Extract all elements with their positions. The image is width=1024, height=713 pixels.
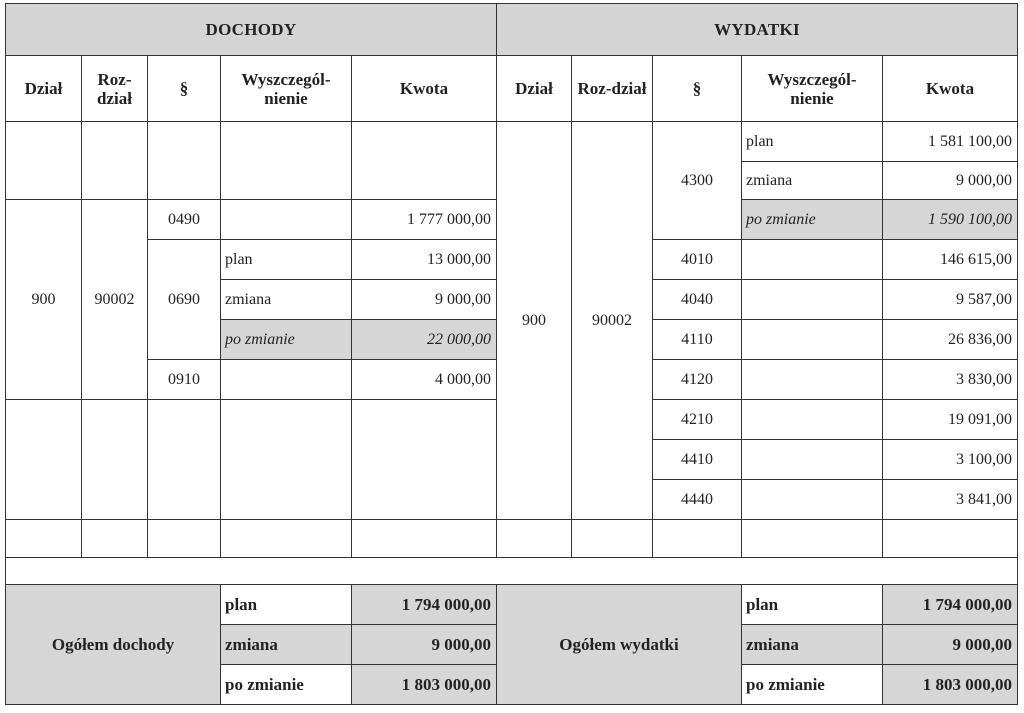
empty-cell (572, 520, 653, 558)
income-empty-cell (82, 400, 148, 520)
income-amount-po-zmianie: 22 000,00 (352, 320, 497, 360)
income-paragraph-0690: 0690 (148, 240, 221, 360)
expenses-total-plan-label: plan (742, 585, 883, 625)
expenses-details-empty (742, 480, 883, 520)
income-empty-cell (221, 122, 352, 200)
expenses-amount-po-zmianie: 1 590 100,00 (883, 200, 1018, 240)
income-total-plan-amount: 1 794 000,00 (352, 585, 497, 625)
income-empty-cell (352, 400, 497, 520)
income-rozdzial: 90002 (82, 200, 148, 400)
expenses-details-empty (742, 400, 883, 440)
income-dzial: 900 (6, 200, 82, 400)
expenses-total-zmiana-amount: 9 000,00 (883, 625, 1018, 665)
spacer-row (6, 558, 1018, 585)
income-empty-cell (148, 400, 221, 520)
empty-cell (653, 520, 742, 558)
expenses-details-empty (742, 320, 883, 360)
income-paragraph-0910: 0910 (148, 360, 221, 400)
empty-cell (6, 520, 82, 558)
expenses-details-plan: plan (742, 122, 883, 162)
expenses-paragraph-4120: 4120 (653, 360, 742, 400)
income-empty-cell (221, 400, 352, 520)
income-section-header: DOCHODY (6, 4, 497, 56)
expenses-col-dzial: Dział (497, 56, 572, 122)
income-details-po-zmianie: po zmianie (221, 320, 352, 360)
expenses-col-amount: Kwota (883, 56, 1018, 122)
income-amount-plan: 13 000,00 (352, 240, 497, 280)
expenses-details-po-zmianie: po zmianie (742, 200, 883, 240)
empty-cell (742, 520, 883, 558)
expenses-total-zmiana-label: zmiana (742, 625, 883, 665)
expenses-col-paragraph: § (653, 56, 742, 122)
expenses-rozdzial: 90002 (572, 122, 653, 520)
expenses-paragraph-4300: 4300 (653, 122, 742, 240)
income-empty-cell (6, 400, 82, 520)
income-col-amount: Kwota (352, 56, 497, 122)
income-total-label: Ogółem dochody (6, 585, 221, 705)
income-col-details: Wyszczegól-nienie (221, 56, 352, 122)
expenses-details-zmiana: zmiana (742, 162, 883, 200)
empty-cell (497, 520, 572, 558)
expenses-details-empty (742, 240, 883, 280)
expenses-amount-4410: 3 100,00 (883, 440, 1018, 480)
income-col-rozdzial: Roz-dział (82, 56, 148, 122)
expenses-amount-4040: 9 587,00 (883, 280, 1018, 320)
income-total-zmiana-amount: 9 000,00 (352, 625, 497, 665)
income-empty-cell (82, 122, 148, 200)
income-total-zmiana-label: zmiana (221, 625, 352, 665)
income-details-plan: plan (221, 240, 352, 280)
expenses-total-label: Ogółem wydatki (497, 585, 742, 705)
expenses-dzial: 900 (497, 122, 572, 520)
empty-cell (82, 520, 148, 558)
expenses-paragraph-4010: 4010 (653, 240, 742, 280)
income-total-plan-label: plan (221, 585, 352, 625)
expenses-details-empty (742, 280, 883, 320)
budget-table (5, 3, 1018, 705)
income-details-zmiana: zmiana (221, 280, 352, 320)
expenses-amount-4210: 19 091,00 (883, 400, 1018, 440)
empty-cell (148, 520, 221, 558)
expenses-paragraph-4210: 4210 (653, 400, 742, 440)
expenses-details-empty (742, 360, 883, 400)
expenses-total-plan-amount: 1 794 000,00 (883, 585, 1018, 625)
expenses-section-header: WYDATKI (497, 4, 1018, 56)
expenses-total-po-zmianie-label: po zmianie (742, 665, 883, 705)
expenses-amount-4440: 3 841,00 (883, 480, 1018, 520)
expenses-amount-4110: 26 836,00 (883, 320, 1018, 360)
income-empty-cell (6, 122, 82, 200)
income-amount-0490: 1 777 000,00 (352, 200, 497, 240)
income-details-empty (221, 360, 352, 400)
income-empty-cell (352, 122, 497, 200)
expenses-amount-zmiana: 9 000,00 (883, 162, 1018, 200)
expenses-paragraph-4410: 4410 (653, 440, 742, 480)
expenses-total-po-zmianie-amount: 1 803 000,00 (883, 665, 1018, 705)
expenses-col-rozdzial: Roz-dział (572, 56, 653, 122)
income-amount-zmiana: 9 000,00 (352, 280, 497, 320)
income-amount-0910: 4 000,00 (352, 360, 497, 400)
income-details-empty (221, 200, 352, 240)
empty-cell (883, 520, 1018, 558)
empty-cell (352, 520, 497, 558)
empty-cell (221, 520, 352, 558)
income-total-po-zmianie-amount: 1 803 000,00 (352, 665, 497, 705)
expenses-amount-4010: 146 615,00 (883, 240, 1018, 280)
expenses-col-details: Wyszczegól-nienie (742, 56, 883, 122)
expenses-paragraph-4040: 4040 (653, 280, 742, 320)
budget-change-table (5, 3, 1018, 705)
expenses-amount-plan: 1 581 100,00 (883, 122, 1018, 162)
income-col-paragraph: § (148, 56, 221, 122)
expenses-paragraph-4110: 4110 (653, 320, 742, 360)
income-paragraph-0490: 0490 (148, 200, 221, 240)
income-total-po-zmianie-label: po zmianie (221, 665, 352, 705)
expenses-paragraph-4440: 4440 (653, 480, 742, 520)
expenses-amount-4120: 3 830,00 (883, 360, 1018, 400)
income-empty-cell (148, 122, 221, 200)
expenses-details-empty (742, 440, 883, 480)
income-col-dzial: Dział (6, 56, 82, 122)
